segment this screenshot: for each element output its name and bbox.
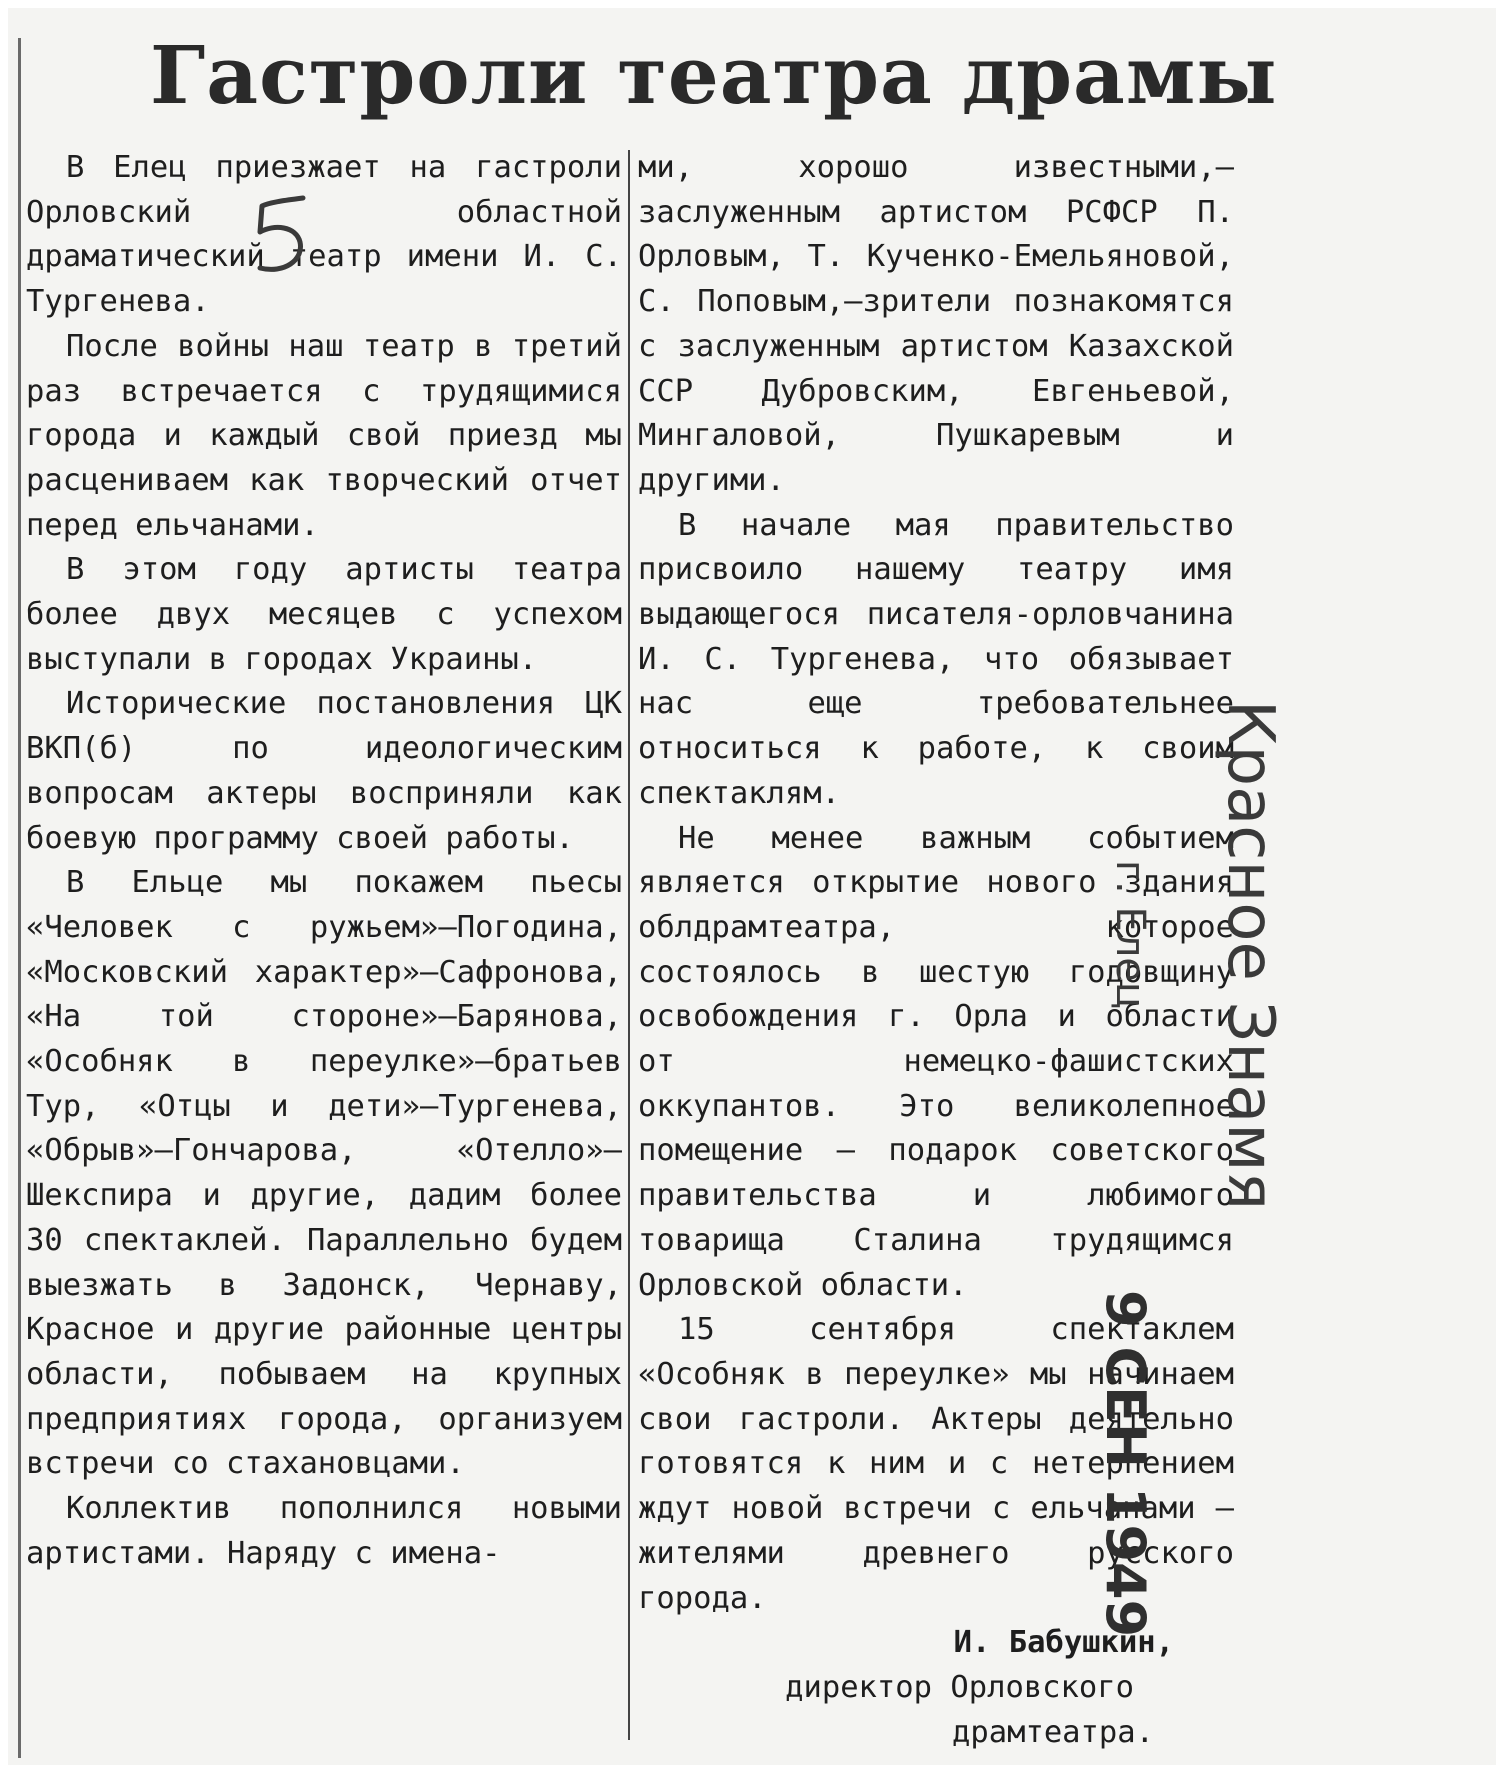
handwritten-number-mark xyxy=(248,190,318,280)
paragraph: Коллектив пополнился новыми артистами. Наряду с имена- xyxy=(26,1491,622,1571)
paragraph: В этом году артисты театра более двух месяцев с успехом выступали в городах Украины. xyxy=(26,552,622,677)
paragraph: В Елец приезжает на гастроли Орловский областной драматический театр имени И. С. Тургенева. xyxy=(26,150,622,320)
paragraph: После войны наш театр в третий раз встречается с трудящимися города и каждый свой приезд мы расцениваем как творческий отчет перед ельчанами. xyxy=(26,328,622,543)
stamp-newspaper-name: Красное Знамя xyxy=(1213,700,1287,1211)
paragraph: Исторические постановления ЦК ВКП(б) по идеологическим вопросам актеры восприняли как боевую программу своей работы. xyxy=(26,686,622,856)
stamp-city: г. Елец xyxy=(1107,860,1153,1010)
paragraph: В начале мая правительство присвоило нашему театру имя выдающегося писателя-орловчанина И. С. Тургенева, что обязывает нас еще требовательнее относиться к работе, к своим спектаклям. xyxy=(638,507,1234,811)
paragraph: ми, хорошо известными,—заслуженным артистом РСФСР П. Орловым, Т. Кученко-Емельяновой, С. Поповым,—зрители познакомятся с заслуженным артистом Казахской ССР Дубровским, Евгеньевой, Мингаловой, Пушкаревым и другими. xyxy=(638,150,1234,498)
paragraph: Не менее важным событием является открытие нового здания облдрамтеатра, которое состоялось в шестую годовщину освобождения г. Орла и области от немецко-фашистских оккупантов. Это великолепное помещение — подарок советского правительства и любимого товарища Сталина трудящимся Орловской области. xyxy=(638,820,1234,1303)
author-role: директор Орловского xyxy=(785,1669,1134,1705)
article-headline: Гастроли театра драмы xyxy=(150,28,1278,122)
archive-stamp xyxy=(1094,700,1290,1700)
author-organization: драмтеатра. xyxy=(952,1714,1154,1750)
paragraph: В Ельце мы покажем пьесы «Человек с ружьем»—Погодина, «Московский характер»—Сафронова, «На той стороне»—Барянова, «Особняк в переулке»—братьев Тур, «Отцы и дети»—Тургенева, «Обрыв»—Гончарова, «Отелло»—Шекспира и другие, дадим более 30 спектаклей. Параллельно будем выезжать в Задонск, Чернаву, Красное и другие районные центры области, побываем на крупных предприятиях города, организуем встречи со стахановцами. xyxy=(26,865,622,1482)
column-divider xyxy=(628,150,630,1740)
clipping-edge xyxy=(18,38,21,1758)
paragraph: 15 сентября спектаклем «Особняк в переулке» мы начинаем свои гастроли. Актеры деятельно готовятся к ним и с нетерпением ждут новой встречи с ельчанами — жителями древнего русского города. xyxy=(638,1312,1234,1616)
stamp-date: 9 СЕН 1949 xyxy=(1094,1290,1157,1638)
article-column-left xyxy=(26,146,622,1577)
author-name: И. Бабушкин, xyxy=(953,1625,1174,1661)
